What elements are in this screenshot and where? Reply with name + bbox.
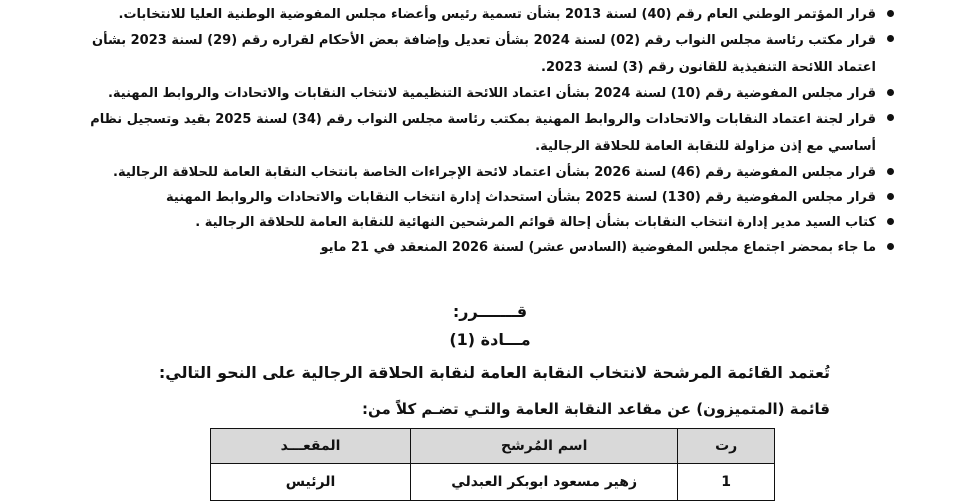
- references-list: [80, 2, 894, 260]
- list-item: [80, 2, 894, 27]
- article-heading: مـــادة (1): [449, 330, 531, 349]
- column-header-number: رت: [678, 429, 775, 464]
- bullet-dot-icon: [887, 243, 894, 250]
- candidates-table: [210, 428, 775, 501]
- table-header-row: [211, 429, 775, 464]
- list-item-text: كتاب السيد مدير إدارة انتخاب النقابات بشأن إحالة قوائم المرشحين النهائية للنقابة العامة للحلاقة الرجالية .: [195, 215, 876, 230]
- list-item: [80, 235, 894, 260]
- list-item: [80, 185, 894, 210]
- list-item-text: قرار لجنة اعتماد النقابات والاتحادات والروابط المهنية بمكتب رئاسة مجلس النواب رقم (34) لسنة 2025 بقيد وتسجيل نظام أساسي مع إذن مزاولة للنقابة العامة للحلاقة الرجالية.: [90, 112, 876, 154]
- list-item: [80, 160, 894, 185]
- bullet-dot-icon: [887, 10, 894, 17]
- bullet-dot-icon: [887, 114, 894, 121]
- list-item-text: قرار مجلس المفوضية رقم (130) لسنة 2025 بشأن استحداث إدارة انتخاب النقابات والاتحادات والروابط المهنية: [166, 190, 876, 205]
- list-item: [80, 210, 894, 235]
- cell-name: زهير مسعود ابوبكر العبدلي: [411, 464, 678, 501]
- bullet-dot-icon: [887, 35, 894, 42]
- list-item: [80, 81, 894, 106]
- table-row: [211, 464, 775, 501]
- list-item-text: قرار مكتب رئاسة مجلس النواب رقم (02) لسنة 2024 بشأن تعديل وإضافة بعض الأحكام لقراره رقم (29) لسنة 2023 بشأن اعتماد اللائحة التنفيذية للقانون رقم (3) لسنة 2023.: [91, 33, 876, 75]
- bullet-dot-icon: [887, 168, 894, 175]
- column-header-seat: المقعـــد: [211, 429, 411, 464]
- bullet-dot-icon: [887, 218, 894, 225]
- cell-number: 1: [678, 464, 775, 501]
- bullet-dot-icon: [887, 193, 894, 200]
- list-item-text: قرار المؤتمر الوطني العام رقم (40) لسنة 2013 بشأن تسمية رئيس وأعضاء مجلس المفوضية الوطنية العليا للانتخابات.: [118, 7, 876, 22]
- list-item-text: ما جاء بمحضر اجتماع مجلس المفوضية (السادس عشر) لسنة 2026 المنعقد في 21 مايو: [320, 240, 876, 255]
- decision-heading: قـــــــرر:: [452, 302, 528, 321]
- list-item: [80, 27, 894, 81]
- list-item-text: قرار مجلس المفوضية رقم (10) لسنة 2024 بشأن اعتماد اللائحة التنظيمية لانتخاب النقابات والاتحادات والروابط المهنية.: [107, 86, 876, 101]
- list-caption: قائمة (المتميزون) عن مقاعد النقابة العامة والتـي تضـم كلاً من:: [362, 400, 830, 418]
- intro-paragraph: تُعتمد القائمة المرشحة لانتخاب النقابة العامة لنقابة الحلاقة الرجالية على النحو التالي:: [158, 363, 830, 382]
- cell-seat: الرئيس: [211, 464, 411, 501]
- column-header-name: اسم المُرشح: [411, 429, 678, 464]
- list-item: [80, 106, 894, 160]
- list-item-text: قرار مجلس المفوضية رقم (46) لسنة 2026 بشأن اعتماد لائحة الإجراءات الخاصة بانتخاب النقابة العامة للحلاقة الرجالية.: [113, 165, 876, 180]
- bullet-dot-icon: [887, 89, 894, 96]
